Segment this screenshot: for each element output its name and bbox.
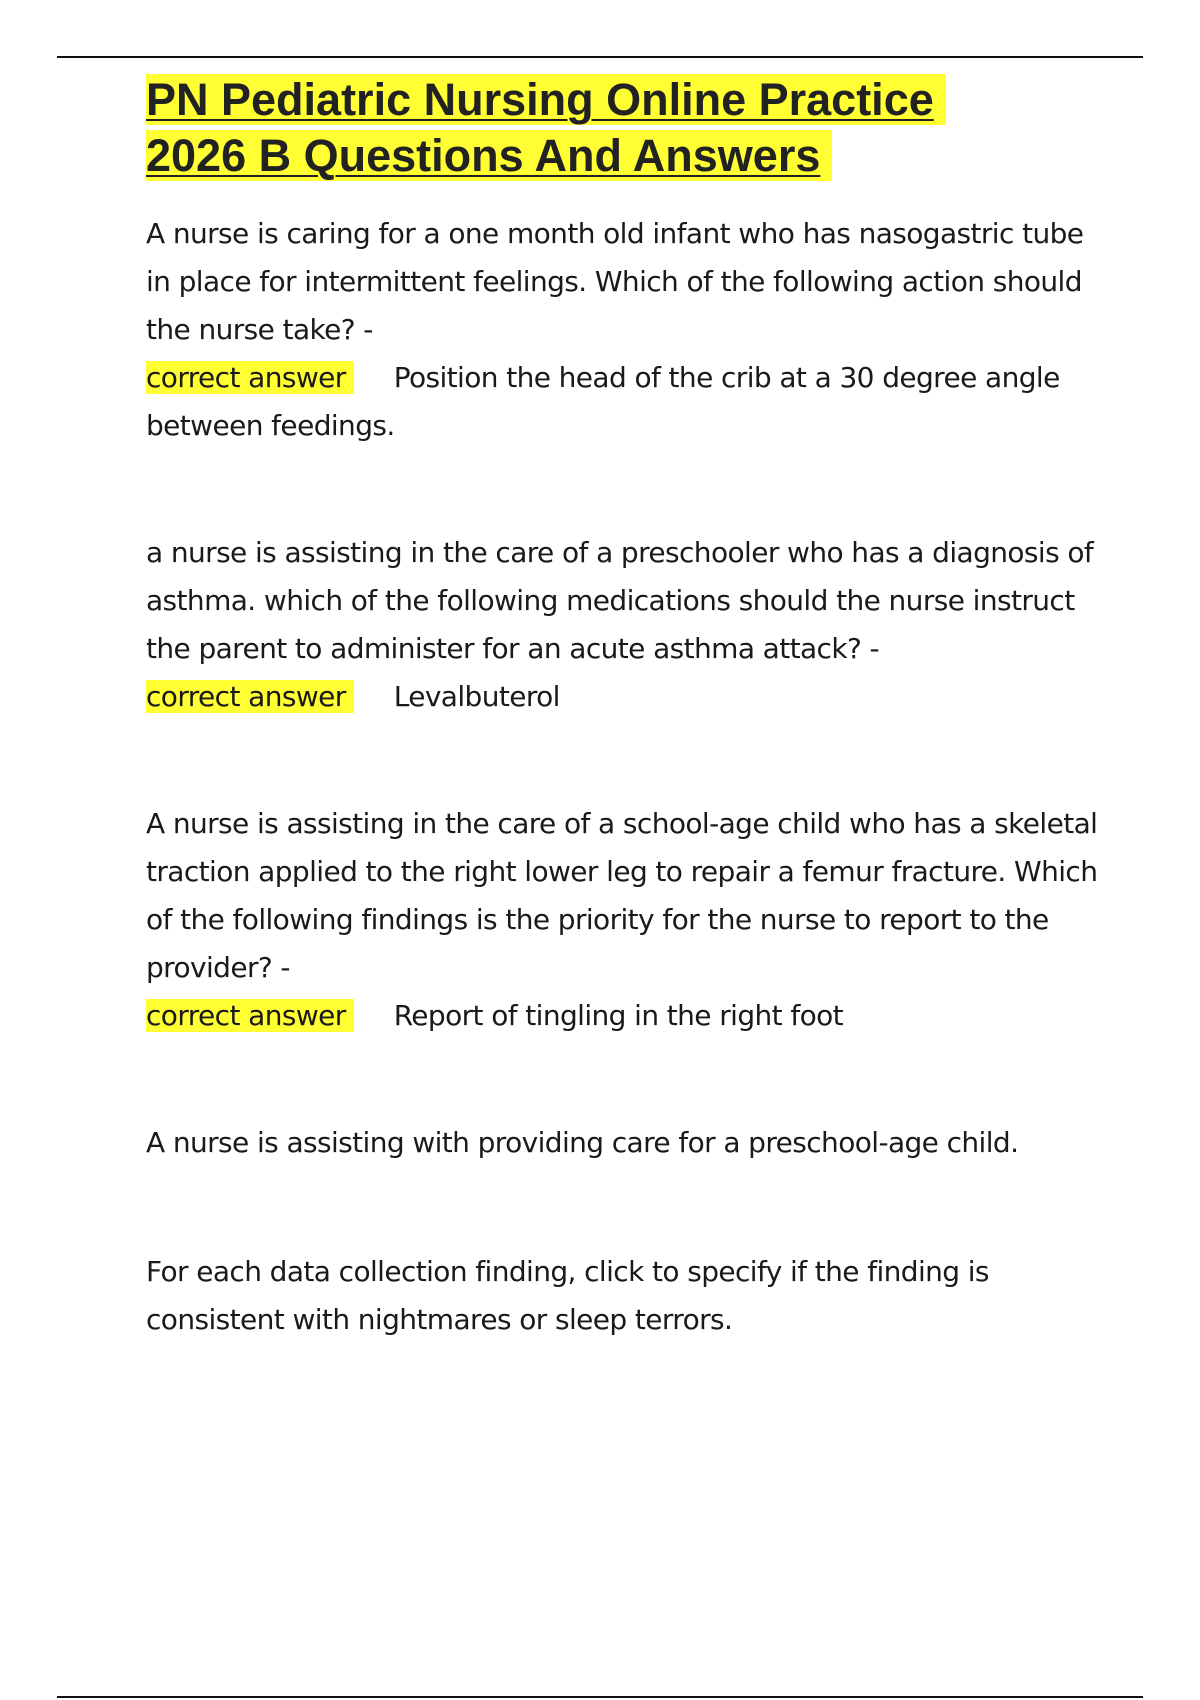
qa-item-3 xyxy=(146,800,1106,1040)
correct-answer-label: correct answer xyxy=(146,999,354,1032)
header-rule xyxy=(57,56,1143,58)
scenario-paragraph: A nurse is assisting with providing care for a preschool-age child. xyxy=(146,1126,1019,1159)
instruction-paragraph: For each data collection finding, click to specify if the finding is consistent with nightmares or sleep terrors. xyxy=(146,1255,989,1336)
qa-item-2 xyxy=(146,529,1106,721)
footer-rule xyxy=(57,1696,1143,1698)
document-body xyxy=(146,72,1106,1344)
title-line-1: PN Pediatric Nursing Online Practice xyxy=(146,72,1106,128)
correct-answer-label: correct answer xyxy=(146,680,354,713)
correct-answer-label: correct answer xyxy=(146,361,354,394)
question-text: A nurse is assisting in the care of a school-age child who has a skeletal traction applied to the right lower leg to repair a femur fracture. Which of the following findings is the priority for the nurse to report to the provider? - xyxy=(146,807,1098,984)
answer-text: Report of tingling in the right foot xyxy=(393,999,844,1032)
answer-text: Levalbuterol xyxy=(393,680,560,713)
qa-item-1 xyxy=(146,210,1106,450)
answer-text: Position the head of the crib at a 30 degree angle between feedings. xyxy=(146,361,1060,442)
question-text: A nurse is caring for a one month old infant who has nasogastric tube in place for intermittent feelings. Which of the following action should the nurse take? - xyxy=(146,217,1084,346)
title-line-2: 2026 B Questions And Answers xyxy=(146,128,1106,184)
document-title xyxy=(146,72,1106,184)
question-text: a nurse is assisting in the care of a preschooler who has a diagnosis of asthma. which of the following medications should the nurse instruct the parent to administer for an acute asthma attack? - xyxy=(146,536,1094,665)
